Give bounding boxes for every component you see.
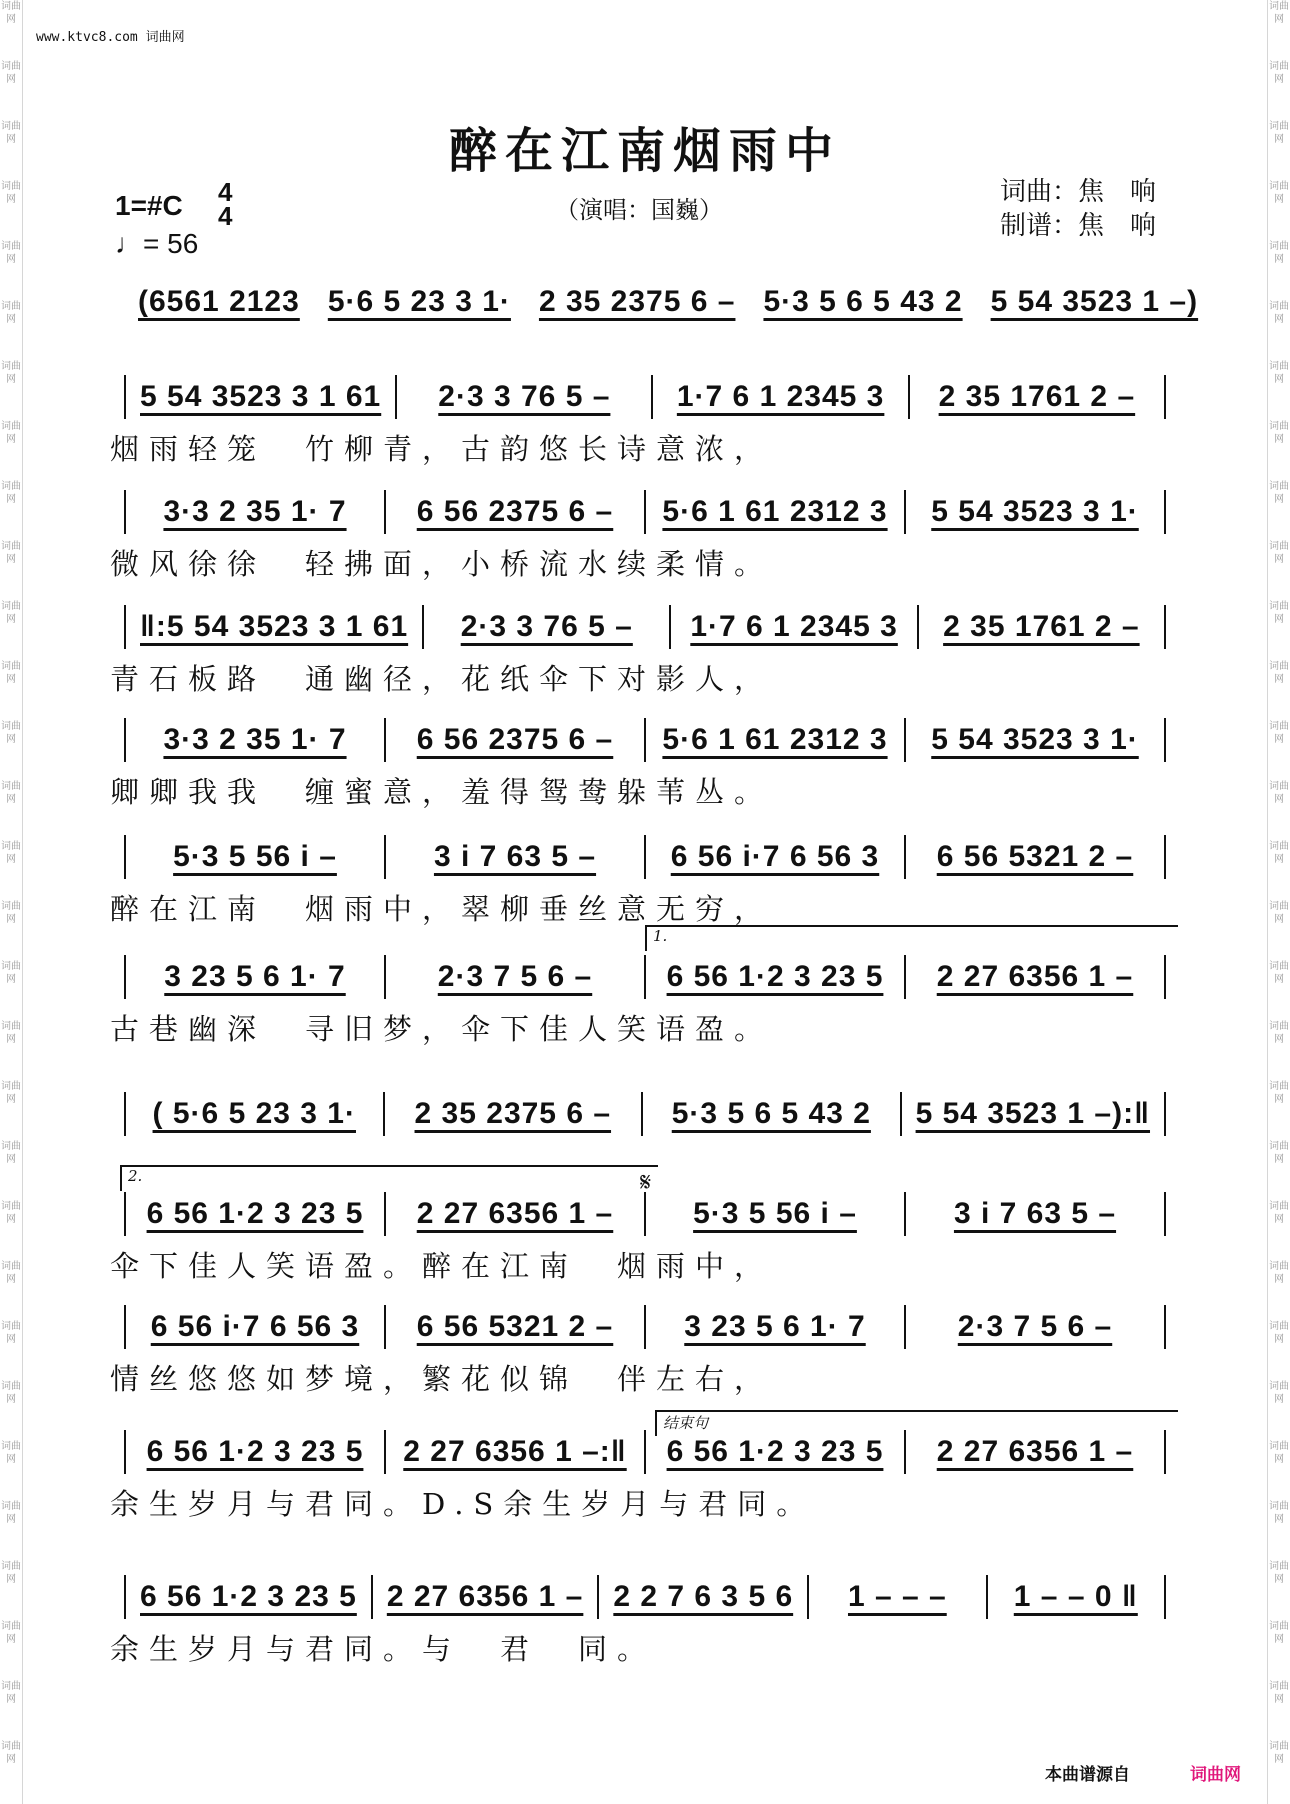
- barline: [669, 605, 671, 649]
- barline: [904, 718, 906, 762]
- notation-line: [110, 1430, 1180, 1474]
- barline: [597, 1575, 599, 1619]
- watermark-text: 词曲网: [1, 1081, 21, 1105]
- measure: 5·6 5 23 3 1·: [327, 285, 511, 318]
- notation-line: [110, 718, 1180, 762]
- measure: 3·3 2 35 1· 7: [163, 723, 347, 756]
- watermark-text: 词曲网: [1269, 1681, 1289, 1705]
- barline: [917, 605, 919, 649]
- watermark-text: 词曲网: [1, 661, 21, 685]
- barline: [1164, 1192, 1166, 1236]
- barline: [904, 955, 906, 999]
- measure: 6 56 i·7 6 56 3: [150, 1310, 360, 1343]
- barline: [384, 1192, 386, 1236]
- barline: [124, 1575, 126, 1619]
- measure: 3 i 7 63 5 –: [953, 1197, 1117, 1230]
- barline: [124, 1305, 126, 1349]
- lyrics-line: 醉在江南 烟雨中，翠柳垂丝意无穷，: [110, 892, 774, 926]
- measure: 2 27 6356 1 –: [416, 1197, 614, 1230]
- time-signature-bottom: 4: [218, 201, 233, 231]
- watermark-text: 词曲网: [1, 421, 21, 445]
- watermark-text: 词曲网: [1269, 421, 1289, 445]
- watermark-text: 词曲网: [1269, 1441, 1289, 1465]
- lyrics-line: 青石板路 通幽径，花纸伞下对影人，: [110, 662, 774, 696]
- measure: 5 54 3523 3 1·: [931, 495, 1139, 528]
- watermark-text: 词曲网: [1, 1141, 21, 1165]
- watermark-text: 词曲网: [1, 301, 21, 325]
- barline: [124, 375, 126, 419]
- barline: [124, 718, 126, 762]
- measure: 6 56 1·2 3 23 5: [146, 1197, 364, 1230]
- measure: 2 35 2375 6 –: [538, 285, 736, 318]
- barline: [124, 835, 126, 879]
- measure: (6561 2123: [138, 285, 300, 318]
- watermark-text: 词曲网: [1269, 1381, 1289, 1405]
- watermark-text: 词曲网: [1, 1021, 21, 1045]
- barline: [644, 1430, 646, 1474]
- barline: [395, 375, 397, 419]
- measure: ( 5·6 5 23 3 1·: [152, 1097, 356, 1130]
- key-signature: 1=#C: [115, 190, 183, 221]
- measure: 6 56 5321 2 –: [936, 840, 1134, 873]
- coda-bracket: [655, 1410, 1178, 1436]
- barline: [1164, 375, 1166, 419]
- barline: [124, 1092, 126, 1136]
- tempo-marking: ♩= 56: [115, 228, 199, 259]
- barline: [908, 375, 910, 419]
- singer-credit: （演唱：国巍）: [555, 196, 723, 224]
- barline: [1164, 955, 1166, 999]
- watermark-text: 词曲网: [1269, 1321, 1289, 1345]
- barline: [807, 1575, 809, 1619]
- measure: 5·6 1 61 2312 3: [662, 495, 888, 528]
- lyrics-line: 余生岁月与君同。D.S余生岁月与君同。: [110, 1487, 816, 1521]
- coda-label: 结束句: [663, 1414, 709, 1432]
- watermark-text: 词曲网: [1, 121, 21, 145]
- measure: 3·3 2 35 1· 7: [163, 495, 347, 528]
- measure: 6 56 1·2 3 23 5: [666, 960, 884, 993]
- lyrics-line: 伞下佳人笑语盈。醉在江南 烟雨中，: [110, 1249, 774, 1283]
- lyrics-line: 古巷幽深 寻旧梦，伞下佳人笑语盈。: [110, 1012, 774, 1046]
- measure: 2·3 3 76 5 –: [460, 610, 633, 643]
- watermark-text: 词曲网: [1269, 901, 1289, 925]
- barline: [384, 835, 386, 879]
- notation-line: [110, 605, 1180, 649]
- measure: 6 56 2375 6 –: [416, 723, 614, 756]
- watermark-text: 词曲网: [1, 1201, 21, 1225]
- source-site-link[interactable]: 词曲网: [1190, 1765, 1241, 1784]
- measure: 6 56 i·7 6 56 3: [670, 840, 880, 873]
- left-watermark-strip: [0, 0, 23, 1804]
- barline: [384, 1305, 386, 1349]
- measure: 2 27 6356 1 –: [936, 1435, 1134, 1468]
- measure: 1·7 6 1 2345 3: [676, 380, 885, 413]
- barline: [422, 605, 424, 649]
- notation-line: [110, 490, 1180, 534]
- notation-line: [110, 955, 1180, 999]
- watermark-text: 词曲网: [1269, 1501, 1289, 1525]
- measure: 5·3 5 56 i –: [173, 840, 337, 873]
- measure: 1·7 6 1 2345 3: [690, 610, 898, 643]
- watermark-text: 词曲网: [1, 61, 21, 85]
- watermark-text: 词曲网: [1, 1741, 21, 1765]
- lyrics-line: 卿卿我我 缠蜜意，羞得鸳鸯躲苇丛。: [110, 775, 774, 809]
- barline: [124, 1192, 126, 1236]
- barline: [644, 718, 646, 762]
- measure: 5·3 5 6 5 43 2: [671, 1097, 871, 1130]
- time-signature: [218, 177, 233, 231]
- watermark-text: 词曲网: [1, 1261, 21, 1285]
- lyrics-line: 余生岁月与君同。与 君 同。: [110, 1632, 657, 1666]
- barline: [1164, 1092, 1166, 1136]
- second-ending-bracket: [120, 1165, 658, 1191]
- watermark-text: 词曲网: [1, 841, 21, 865]
- measure: 5 54 3523 3 1·: [931, 723, 1139, 756]
- barline: [1164, 1430, 1166, 1474]
- watermark-text: 词曲网: [1, 1501, 21, 1525]
- measure: 2·3 7 5 6 –: [957, 1310, 1113, 1343]
- barline: [904, 1192, 906, 1236]
- watermark-text: 词曲网: [1269, 721, 1289, 745]
- watermark-text: 词曲网: [1269, 1561, 1289, 1585]
- watermark-text: 词曲网: [1269, 1261, 1289, 1285]
- barline: [904, 1430, 906, 1474]
- watermark-text: 词曲网: [1, 961, 21, 985]
- watermark-text: 词曲网: [1, 481, 21, 505]
- measure: 2 27 6356 1 –:‖: [403, 1435, 627, 1468]
- song-title: 醉在江南烟雨中: [448, 123, 841, 179]
- watermark-text: 词曲网: [1, 181, 21, 205]
- watermark-text: 词曲网: [1, 541, 21, 565]
- measure: 2·3 7 5 6 –: [437, 960, 593, 993]
- measure: ‖:5 54 3523 3 1 61: [140, 610, 409, 643]
- segno-sign: 𝄋: [640, 1168, 652, 1198]
- barline: [383, 1092, 385, 1136]
- first-ending-label: 1.: [653, 927, 668, 945]
- measure: 3 23 5 6 1· 7: [164, 960, 346, 993]
- barline: [644, 835, 646, 879]
- watermark-text: 词曲网: [1269, 61, 1289, 85]
- barline: [384, 490, 386, 534]
- measure: 2 2 7 6 3 5 6: [613, 1580, 794, 1613]
- measure: 2 35 1761 2 –: [943, 610, 1140, 643]
- watermark-text: 词曲网: [1269, 601, 1289, 625]
- watermark-text: 词曲网: [1269, 541, 1289, 565]
- first-ending-bracket: [645, 925, 1178, 951]
- watermark-text: 词曲网: [1269, 961, 1289, 985]
- site-url: www.ktvc8.com 词曲网: [36, 30, 185, 45]
- measure: 6 56 1·2 3 23 5: [146, 1435, 364, 1468]
- lyrics-music-credit: 词曲：焦 响: [1000, 177, 1157, 207]
- barline: [904, 835, 906, 879]
- lyrics-line: 微风徐徐 轻拂面，小桥流水续柔情。: [110, 547, 774, 581]
- watermark-text: 词曲网: [1269, 841, 1289, 865]
- barline: [124, 955, 126, 999]
- measure: 5·3 5 6 5 43 2: [763, 285, 963, 318]
- watermark-text: 词曲网: [1269, 181, 1289, 205]
- measure: 2 35 2375 6 –: [414, 1097, 612, 1130]
- notation-line: [110, 835, 1180, 879]
- notation-line: [110, 375, 1180, 419]
- barline: [1164, 835, 1166, 879]
- barline: [641, 1092, 643, 1136]
- watermark-text: 词曲网: [1269, 1201, 1289, 1225]
- barline: [371, 1575, 373, 1619]
- measure: 2 35 1761 2 –: [938, 380, 1136, 413]
- barline: [904, 1305, 906, 1349]
- arranger-credit: 制谱：焦 响: [1000, 211, 1157, 241]
- measure: 6 56 1·2 3 23 5: [140, 1580, 357, 1613]
- measure: 5 54 3523 1 –): [990, 285, 1199, 318]
- barline: [384, 718, 386, 762]
- measure: 3 i 7 63 5 –: [433, 840, 597, 873]
- watermark-text: 词曲网: [1, 901, 21, 925]
- watermark-text: 词曲网: [1269, 1621, 1289, 1645]
- watermark-text: 词曲网: [1, 241, 21, 265]
- barline: [1164, 1575, 1166, 1619]
- barline: [1164, 718, 1166, 762]
- barline: [384, 1430, 386, 1474]
- watermark-text: 词曲网: [1269, 1081, 1289, 1105]
- second-ending-label: 2.: [128, 1167, 143, 1185]
- watermark-text: 词曲网: [1, 601, 21, 625]
- source-label: 本曲谱源自: [1045, 1765, 1130, 1784]
- lyrics-line: 烟雨轻笼 竹柳青，古韵悠长诗意浓，: [110, 432, 774, 466]
- barline: [900, 1092, 902, 1136]
- measure: 2 27 6356 1 –: [386, 1580, 584, 1613]
- watermark-text: 词曲网: [1, 721, 21, 745]
- barline: [1164, 1305, 1166, 1349]
- notation-line: [110, 280, 1199, 324]
- watermark-text: 词曲网: [1269, 121, 1289, 145]
- measure: 5 54 3523 3 1 61: [140, 380, 382, 413]
- watermark-text: 词曲网: [1, 1, 21, 25]
- barline: [651, 375, 653, 419]
- measure: 2·3 3 76 5 –: [438, 380, 611, 413]
- watermark-text: 词曲网: [1269, 1741, 1289, 1765]
- watermark-text: 词曲网: [1269, 1021, 1289, 1045]
- watermark-text: 词曲网: [1269, 1, 1289, 25]
- measure: 2 27 6356 1 –: [936, 960, 1134, 993]
- barline: [986, 1575, 988, 1619]
- watermark-text: 词曲网: [1, 1381, 21, 1405]
- barline: [644, 490, 646, 534]
- watermark-text: 词曲网: [1, 361, 21, 385]
- notation-line: [110, 1575, 1180, 1619]
- measure: 6 56 1·2 3 23 5: [666, 1435, 884, 1468]
- barline: [644, 1305, 646, 1349]
- barline: [124, 605, 126, 649]
- watermark-text: 词曲网: [1, 781, 21, 805]
- watermark-text: 词曲网: [1, 1441, 21, 1465]
- notation-line: [110, 1092, 1180, 1136]
- watermark-text: 词曲网: [1269, 301, 1289, 325]
- barline: [124, 1430, 126, 1474]
- measure: 3 23 5 6 1· 7: [684, 1310, 866, 1343]
- measure: 1 – – 0 ‖: [1013, 1580, 1138, 1613]
- barline: [1164, 605, 1166, 649]
- watermark-text: 词曲网: [1269, 241, 1289, 265]
- watermark-text: 词曲网: [1269, 661, 1289, 685]
- barline: [904, 490, 906, 534]
- barline: [384, 955, 386, 999]
- measure: 5·3 5 56 i –: [693, 1197, 857, 1230]
- watermark-text: 词曲网: [1269, 781, 1289, 805]
- measure: 5·6 1 61 2312 3: [662, 723, 888, 756]
- watermark-text: 词曲网: [1269, 1141, 1289, 1165]
- measure: 1 – – –: [847, 1580, 947, 1613]
- measure: 5 54 3523 1 –):‖: [915, 1097, 1151, 1130]
- right-watermark-strip: [1267, 0, 1290, 1804]
- notation-line: [110, 1305, 1180, 1349]
- barline: [1164, 490, 1166, 534]
- watermark-text: 词曲网: [1269, 361, 1289, 385]
- watermark-text: 词曲网: [1, 1681, 21, 1705]
- measure: 6 56 5321 2 –: [416, 1310, 614, 1343]
- watermark-text: 词曲网: [1, 1321, 21, 1345]
- watermark-text: 词曲网: [1, 1561, 21, 1585]
- measure: 6 56 2375 6 –: [416, 495, 614, 528]
- time-signature-top: 4: [218, 177, 233, 207]
- barline: [644, 955, 646, 999]
- author-credits: [1000, 175, 1156, 243]
- barline: [124, 490, 126, 534]
- watermark-text: 词曲网: [1269, 481, 1289, 505]
- lyrics-line: 情丝悠悠如梦境，繁花似锦 伴左右，: [110, 1362, 774, 1396]
- watermark-text: 词曲网: [1, 1621, 21, 1645]
